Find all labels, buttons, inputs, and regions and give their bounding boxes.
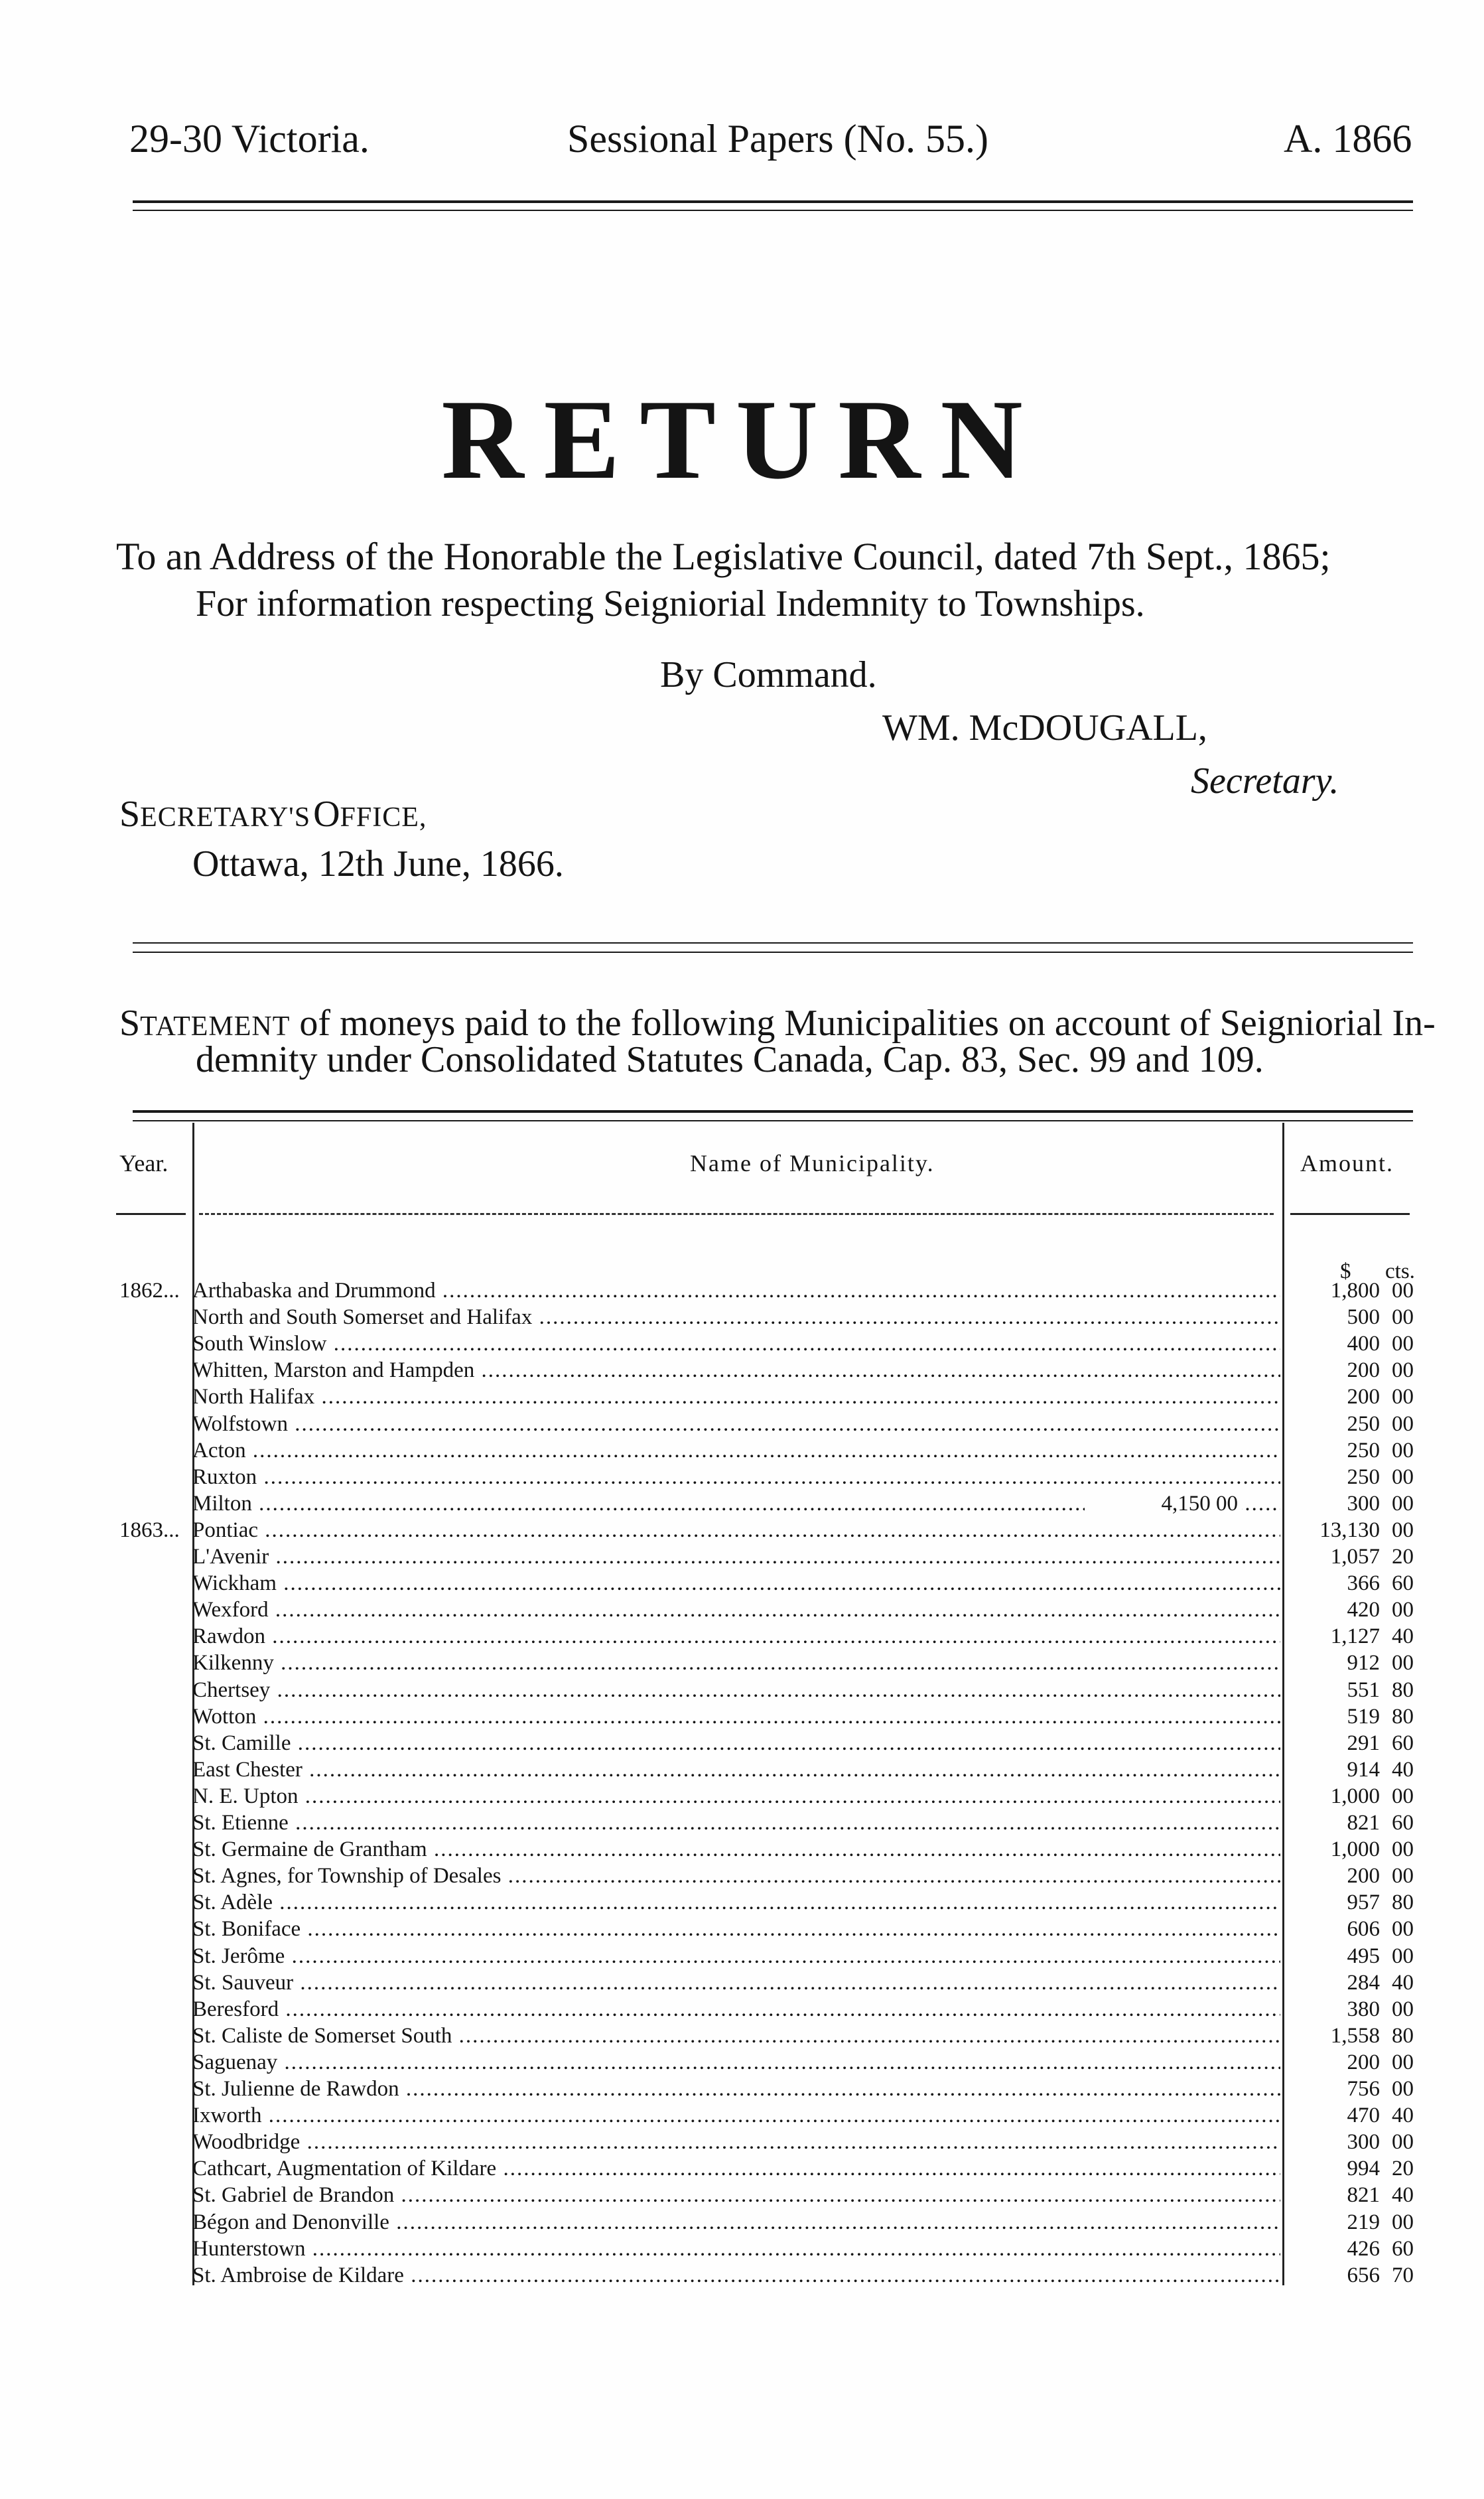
table-row (0, 1411, 1484, 1437)
table-row (0, 1943, 1484, 1969)
row-amount-dollars: 1,000 (1330, 1784, 1380, 1808)
row-municipality: L'Avenir ..... (192, 1543, 1280, 1570)
row-municipality: Milton ..... (192, 1490, 1280, 1517)
unit-cents: cts. (1385, 1259, 1415, 1283)
row-municipality: St. Jerôme ..... (192, 1943, 1280, 1969)
table-row (0, 1384, 1484, 1410)
row-amount-cents: 00 (1392, 1332, 1414, 1356)
row-municipality: Bégon and Denonville ..... (192, 2209, 1280, 2236)
column-header-name: Name of Municipality. (690, 1150, 935, 1177)
row-amount-dollars: 420 (1347, 1598, 1380, 1622)
row-amount-dollars: 1,800 (1330, 1279, 1380, 1303)
table-row (0, 2129, 1484, 2155)
row-municipality: Ruxton ..... (192, 1464, 1280, 1490)
row-amount-dollars: 284 (1347, 1971, 1380, 1995)
row-amount-dollars: 495 (1347, 1944, 1380, 1968)
row-amount-cents: 00 (1392, 1944, 1414, 1968)
row-amount-dollars: 426 (1347, 2237, 1380, 2261)
row-amount-cents: 00 (1392, 1917, 1414, 1941)
table-row (0, 1810, 1484, 1836)
row-municipality: Wickham ..... (192, 1570, 1280, 1597)
table-row (0, 2155, 1484, 2182)
row-amount-dollars: 200 (1347, 1385, 1380, 1409)
table-row (0, 1969, 1484, 1996)
row-amount-dollars: 250 (1347, 1439, 1380, 1463)
row-amount-dollars: 957 (1347, 1891, 1380, 1914)
row-amount-dollars: 756 (1347, 2077, 1380, 2101)
row-amount-dollars: 994 (1347, 2157, 1380, 2180)
row-amount-dollars: 656 (1347, 2263, 1380, 2287)
row-municipality: North Halifax ..... (192, 1384, 1280, 1410)
row-amount-dollars: 500 (1347, 1305, 1380, 1329)
table-row (0, 1490, 1484, 1517)
row-amount-cents: 00 (1392, 1279, 1414, 1303)
row-amount-dollars: 470 (1347, 2104, 1380, 2127)
row-amount-dollars: 1,000 (1330, 1837, 1380, 1861)
table-row (0, 2023, 1484, 2049)
table-rule-top (133, 1110, 1413, 1113)
amount-header-underline (1290, 1213, 1410, 1215)
header-year: A. 1866 (1284, 117, 1412, 161)
row-amount-dollars: 551 (1347, 1678, 1380, 1702)
row-amount-cents: 00 (1392, 1305, 1414, 1329)
table-row (0, 1916, 1484, 1942)
row-amount-cents: 00 (1392, 1439, 1414, 1463)
row-municipality: Chertsey ..... (192, 1677, 1280, 1703)
header-volume: 29-30 Victoria. (129, 117, 370, 161)
row-amount-dollars: 200 (1347, 2050, 1380, 2074)
row-amount-dollars: 200 (1347, 1358, 1380, 1382)
row-subtotal: 4,150 00 (1085, 1490, 1242, 1517)
table-row (0, 1517, 1484, 1543)
by-command: By Command. (660, 654, 877, 695)
office-place-date: Ottawa, 12th June, 1866. (192, 843, 564, 885)
table-row (0, 1623, 1484, 1650)
row-amount-dollars: 300 (1347, 1492, 1380, 1516)
row-municipality: Whitten, Marston and Hampden ..... (192, 1357, 1280, 1384)
row-municipality: Wexford ..... (192, 1597, 1280, 1623)
section-rule-2 (133, 952, 1413, 953)
row-amount-dollars: 400 (1347, 1332, 1380, 1356)
row-municipality: St. Agnes, for Township of Desales ..... (192, 1863, 1280, 1889)
column-header-amount: Amount. (1300, 1150, 1394, 1177)
row-municipality: St. Sauveur ..... (192, 1969, 1280, 1996)
table-row (0, 2182, 1484, 2208)
table-row (0, 1437, 1484, 1464)
row-amount-dollars: 1,558 (1330, 2024, 1380, 2048)
row-municipality: East Chester ..... (192, 1756, 1280, 1783)
row-municipality: Cathcart, Augmentation of Kildare ..... (192, 2155, 1280, 2182)
office-name: SECRETARY'S OFFICE, (119, 794, 427, 835)
row-amount-dollars: 519 (1347, 1705, 1380, 1729)
row-amount-dollars: 13,130 (1319, 1518, 1380, 1542)
table-row (0, 1304, 1484, 1330)
table-row (0, 2049, 1484, 2076)
row-municipality: Beresford ..... (192, 1996, 1280, 2023)
row-amount-cents: 00 (1392, 1465, 1414, 1489)
table-row (0, 2209, 1484, 2236)
row-municipality: South Winslow ..... (192, 1330, 1280, 1357)
row-amount-cents: 00 (1392, 2130, 1414, 2154)
header-rule-bottom (133, 210, 1413, 211)
address-line-2: For information respecting Seigniorial Indemnity to Townships. (196, 583, 1145, 624)
table-row (0, 1730, 1484, 1756)
row-amount-cents: 00 (1392, 1385, 1414, 1409)
table-row (0, 1996, 1484, 2023)
row-municipality: St. Etienne ..... (192, 1810, 1280, 1836)
row-amount-cents: 00 (1392, 1598, 1414, 1622)
table-row (0, 1543, 1484, 1570)
row-amount-dollars: 250 (1347, 1465, 1380, 1489)
row-amount-cents: 80 (1392, 2024, 1414, 2048)
unit-dollars: $ (1340, 1259, 1351, 1283)
table-row (0, 1783, 1484, 1810)
statement-line-2: demnity under Consolidated Statutes Canada, Cap. 83, Sec. 99 and 109. (196, 1039, 1264, 1080)
row-amount-cents: 00 (1392, 1864, 1414, 1888)
row-amount-cents: 20 (1392, 2157, 1414, 2180)
table-row (0, 1357, 1484, 1384)
table-row (0, 1756, 1484, 1783)
row-amount-cents: 40 (1392, 1624, 1414, 1648)
row-amount-cents: 60 (1392, 1731, 1414, 1755)
row-municipality: St. Boniface ..... (192, 1916, 1280, 1942)
row-amount-cents: 20 (1392, 1545, 1414, 1569)
table-row (0, 1889, 1484, 1916)
row-amount-cents: 00 (1392, 1784, 1414, 1808)
row-amount-dollars: 291 (1347, 1731, 1380, 1755)
table-row (0, 2236, 1484, 2262)
row-municipality: St. Adèle ..... (192, 1889, 1280, 1916)
row-amount-cents: 80 (1392, 1891, 1414, 1914)
row-amount-dollars: 1,057 (1330, 1545, 1380, 1569)
address-line-1: To an Address of the Honorable the Legislative Council, dated 7th Sept., 1865; (116, 535, 1331, 578)
statement-line-1: STATEMENT of moneys paid to the following Municipalities on account of Seigniorial In- (119, 1003, 1436, 1044)
row-amount-dollars: 300 (1347, 2130, 1380, 2154)
row-municipality: Woodbridge ..... (192, 2129, 1280, 2155)
row-amount-dollars: 914 (1347, 1758, 1380, 1782)
column-header-year: Year. (119, 1150, 169, 1177)
row-amount-cents: 80 (1392, 1705, 1414, 1729)
table-row (0, 1277, 1484, 1304)
name-header-underline (199, 1213, 1274, 1215)
row-amount-dollars: 606 (1347, 1917, 1380, 1941)
row-municipality: Rawdon ..... (192, 1623, 1280, 1650)
row-amount-cents: 00 (1392, 1358, 1414, 1382)
row-municipality: Acton ..... (192, 1437, 1280, 1464)
row-municipality: Hunterstown ..... (192, 2236, 1280, 2262)
row-amount-dollars: 380 (1347, 1997, 1380, 2021)
row-amount-dollars: 821 (1347, 1811, 1380, 1835)
row-municipality: N. E. Upton ..... (192, 1783, 1280, 1810)
table-rule-second (133, 1120, 1413, 1121)
row-municipality: St. Germaine de Grantham ..... (192, 1836, 1280, 1863)
row-municipality: St. Julienne de Rawdon ..... (192, 2076, 1280, 2102)
row-municipality: St. Camille ..... (192, 1730, 1280, 1756)
page-title: RETURN (441, 377, 1043, 503)
row-amount-dollars: 821 (1347, 2183, 1380, 2207)
header-rule-top (133, 200, 1413, 203)
row-amount-dollars: 1,127 (1330, 1624, 1380, 1648)
table-row (0, 1836, 1484, 1863)
table-row (0, 1677, 1484, 1703)
table-row (0, 2102, 1484, 2129)
table-row (0, 1330, 1484, 1357)
row-municipality: Ixworth ..... (192, 2102, 1280, 2129)
row-amount-dollars: 200 (1347, 1864, 1380, 1888)
section-rule-1 (133, 942, 1413, 944)
row-amount-cents: 00 (1392, 2050, 1414, 2074)
row-amount-dollars: 912 (1347, 1651, 1380, 1675)
table-row (0, 1464, 1484, 1490)
row-municipality: Arthabaska and Drummond ..... (192, 1277, 1280, 1304)
row-amount-cents: 40 (1392, 2183, 1414, 2207)
row-year: 1862... (119, 1279, 180, 1303)
table-row (0, 1597, 1484, 1623)
row-amount-cents: 00 (1392, 1518, 1414, 1542)
row-municipality: Kilkenny ..... (192, 1650, 1280, 1676)
row-amount-cents: 60 (1392, 1811, 1414, 1835)
row-municipality: Wolfstown ..... (192, 1411, 1280, 1437)
year-header-underline (116, 1213, 186, 1215)
row-amount-dollars: 219 (1347, 2210, 1380, 2234)
row-municipality: North and South Somerset and Halifax ..... (192, 1304, 1280, 1330)
signatory-name: WM. McDOUGALL, (882, 707, 1207, 749)
signatory-title: Secretary. (1191, 760, 1339, 802)
header-sessional-papers: Sessional Papers (No. 55.) (567, 117, 988, 161)
row-amount-cents: 00 (1392, 1492, 1414, 1516)
row-amount-cents: 60 (1392, 1571, 1414, 1595)
row-year: 1863... (119, 1518, 180, 1542)
row-amount-cents: 00 (1392, 2077, 1414, 2101)
row-amount-dollars: 366 (1347, 1571, 1380, 1595)
row-amount-cents: 40 (1392, 2104, 1414, 2127)
table-row (0, 1570, 1484, 1597)
row-amount-dollars: 250 (1347, 1412, 1380, 1436)
table-row (0, 2262, 1484, 2289)
row-amount-cents: 70 (1392, 2263, 1414, 2287)
row-municipality: Wotton ..... (192, 1703, 1280, 1730)
row-municipality: Pontiac ..... (192, 1517, 1280, 1543)
row-municipality: Saguenay ..... (192, 2049, 1280, 2076)
row-amount-cents: 00 (1392, 2210, 1414, 2234)
row-municipality: St. Gabriel de Brandon ..... (192, 2182, 1280, 2208)
row-amount-cents: 40 (1392, 1758, 1414, 1782)
row-amount-cents: 00 (1392, 1997, 1414, 2021)
table-row (0, 1650, 1484, 1676)
row-amount-cents: 00 (1392, 1412, 1414, 1436)
row-amount-cents: 40 (1392, 1971, 1414, 1995)
row-municipality: St. Ambroise de Kildare ..... (192, 2262, 1280, 2289)
row-amount-cents: 60 (1392, 2237, 1414, 2261)
table-row (0, 2076, 1484, 2102)
row-amount-cents: 00 (1392, 1651, 1414, 1675)
row-amount-cents: 80 (1392, 1678, 1414, 1702)
table-row (0, 1703, 1484, 1730)
row-municipality: St. Caliste de Somerset South ..... (192, 2023, 1280, 2049)
row-amount-cents: 00 (1392, 1837, 1414, 1861)
table-row (0, 1863, 1484, 1889)
